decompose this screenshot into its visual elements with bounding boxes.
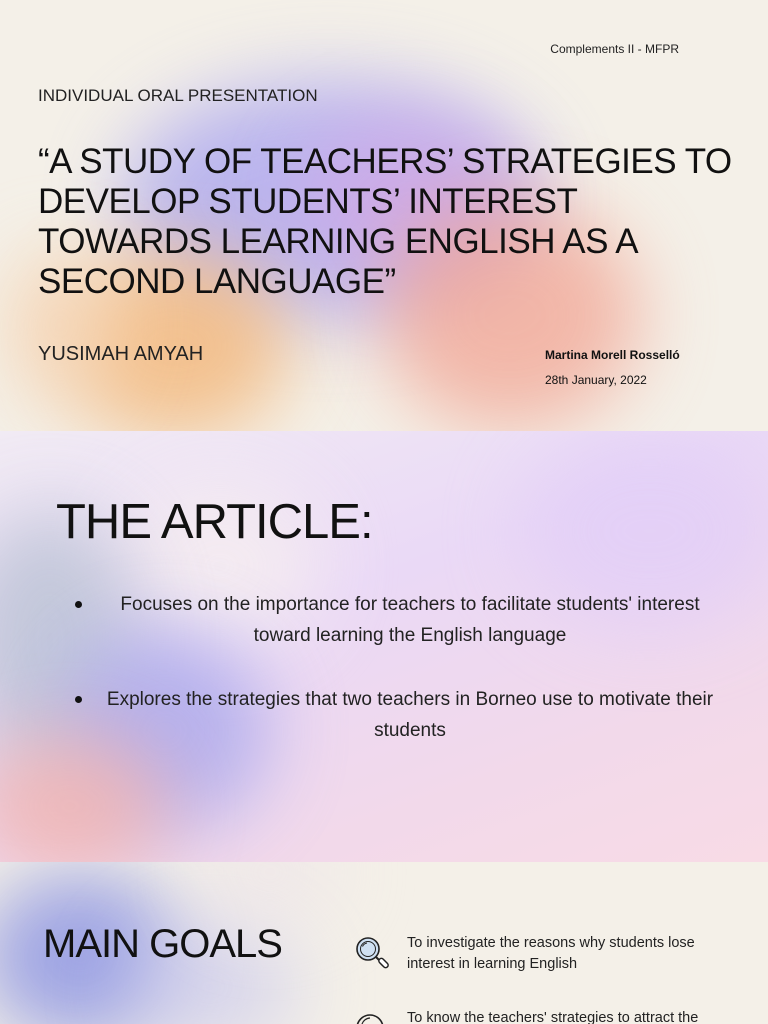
bullet-list — [60, 589, 740, 779]
bullet-text: Explores the strategies that two teachers in Borneo use to motivate their students — [106, 689, 714, 741]
goals-heading: MAIN GOALS — [43, 922, 282, 966]
presenter-name: Martina Morell Rosselló — [545, 348, 680, 362]
goal-text: To know the teachers' strategies to attract the — [407, 1010, 699, 1024]
course-label: Complements II - MFPR — [550, 42, 679, 56]
goals-slide — [0, 862, 768, 1024]
goal-text: To investigate the reasons why students lose interest in learning English — [407, 935, 695, 972]
bullet-item — [60, 684, 740, 746]
bullet-dot-icon — [75, 696, 82, 703]
goal-item — [352, 933, 732, 975]
chat-bubble-icon — [352, 1008, 392, 1024]
article-author: YUSIMAH AMYAH — [38, 343, 204, 365]
presentation-title: “A STUDY OF TEACHERS’ STRATEGIES TO DEVELOP STUDENTS’ INTEREST TOWARDS LEARNING ENGLISH AS A SECOND LANGUAGE” — [38, 142, 732, 301]
title-slide — [0, 0, 768, 431]
goal-item — [352, 1008, 732, 1024]
presentation-type: INDIVIDUAL ORAL PRESENTATION — [38, 86, 318, 105]
gradient-blob — [200, 862, 340, 922]
bullet-text: Focuses on the importance for teachers to facilitate students' interest toward learning the English language — [120, 594, 700, 646]
article-slide — [0, 431, 768, 862]
bullet-dot-icon — [75, 601, 82, 608]
magnifier-icon — [352, 933, 392, 973]
bullet-item — [60, 589, 740, 651]
presentation-date: 28th January, 2022 — [545, 373, 647, 387]
section-heading: THE ARTICLE: — [56, 495, 373, 549]
